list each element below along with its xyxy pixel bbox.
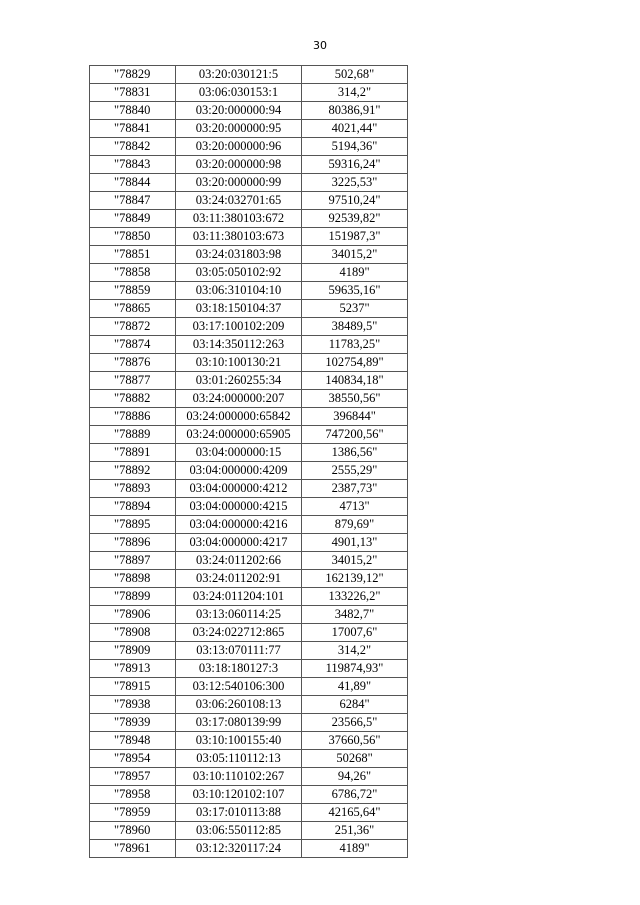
table-row: [90, 426, 408, 444]
record-id-cell: "78844: [90, 174, 176, 192]
table-row: [90, 444, 408, 462]
record-id-cell: "78874: [90, 336, 176, 354]
record-id-cell: "78906: [90, 606, 176, 624]
record-id-cell: "78908: [90, 624, 176, 642]
cadastral-number-cell: 03:20:000000:98: [176, 156, 302, 174]
record-id-cell: "78877: [90, 372, 176, 390]
table-row: [90, 678, 408, 696]
cadastral-number-cell: 03:04:000000:15: [176, 444, 302, 462]
table-row: [90, 498, 408, 516]
value-cell: 4901,13": [302, 534, 408, 552]
cadastral-number-cell: 03:24:022712:865: [176, 624, 302, 642]
cadastral-number-cell: 03:24:031803:98: [176, 246, 302, 264]
value-cell: 5237": [302, 300, 408, 318]
record-id-cell: "78915: [90, 678, 176, 696]
record-id-cell: "78897: [90, 552, 176, 570]
cadastral-number-cell: 03:04:000000:4209: [176, 462, 302, 480]
table-row: [90, 534, 408, 552]
table-row: [90, 624, 408, 642]
table-body: [90, 66, 408, 858]
record-id-cell: "78840: [90, 102, 176, 120]
value-cell: 92539,82": [302, 210, 408, 228]
value-cell: 4189": [302, 840, 408, 858]
cadastral-number-cell: 03:24:000000:65905: [176, 426, 302, 444]
record-id-cell: "78865: [90, 300, 176, 318]
value-cell: 151987,3": [302, 228, 408, 246]
record-id-cell: "78896: [90, 534, 176, 552]
value-cell: 38489,5": [302, 318, 408, 336]
value-cell: 42165,64": [302, 804, 408, 822]
data-table: [89, 65, 408, 858]
table-row: [90, 192, 408, 210]
record-id-cell: "78893: [90, 480, 176, 498]
record-id-cell: "78939: [90, 714, 176, 732]
table-row: [90, 300, 408, 318]
table-row: [90, 318, 408, 336]
record-id-cell: "78909: [90, 642, 176, 660]
record-id-cell: "78961: [90, 840, 176, 858]
table-row: [90, 840, 408, 858]
table-row: [90, 750, 408, 768]
record-id-cell: "78957: [90, 768, 176, 786]
cadastral-number-cell: 03:24:000000:207: [176, 390, 302, 408]
value-cell: 747200,56": [302, 426, 408, 444]
cadastral-number-cell: 03:14:350112:263: [176, 336, 302, 354]
page-number: 30: [313, 39, 327, 52]
value-cell: 38550,56": [302, 390, 408, 408]
cadastral-number-cell: 03:24:000000:65842: [176, 408, 302, 426]
value-cell: 97510,24": [302, 192, 408, 210]
value-cell: 34015,2": [302, 246, 408, 264]
cadastral-number-cell: 03:17:080139:99: [176, 714, 302, 732]
value-cell: 37660,56": [302, 732, 408, 750]
table-row: [90, 246, 408, 264]
table-row: [90, 804, 408, 822]
table-row: [90, 390, 408, 408]
value-cell: 4189": [302, 264, 408, 282]
record-id-cell: "78895: [90, 516, 176, 534]
value-cell: 2555,29": [302, 462, 408, 480]
cadastral-number-cell: 03:17:010113:88: [176, 804, 302, 822]
table-row: [90, 120, 408, 138]
value-cell: 50268": [302, 750, 408, 768]
record-id-cell: "78892: [90, 462, 176, 480]
table-row: [90, 408, 408, 426]
cadastral-number-cell: 03:10:100130:21: [176, 354, 302, 372]
record-id-cell: "78858: [90, 264, 176, 282]
table-row: [90, 588, 408, 606]
record-id-cell: "78899: [90, 588, 176, 606]
record-id-cell: "78872: [90, 318, 176, 336]
cadastral-number-cell: 03:06:550112:85: [176, 822, 302, 840]
record-id-cell: "78913: [90, 660, 176, 678]
record-id-cell: "78959: [90, 804, 176, 822]
record-id-cell: "78894: [90, 498, 176, 516]
record-id-cell: "78898: [90, 570, 176, 588]
table-row: [90, 660, 408, 678]
record-id-cell: "78843: [90, 156, 176, 174]
cadastral-number-cell: 03:20:000000:99: [176, 174, 302, 192]
table-row: [90, 516, 408, 534]
table-row: [90, 174, 408, 192]
cadastral-number-cell: 03:10:110102:267: [176, 768, 302, 786]
table-row: [90, 138, 408, 156]
cadastral-number-cell: 03:10:120102:107: [176, 786, 302, 804]
cadastral-number-cell: 03:13:070111:77: [176, 642, 302, 660]
table-row: [90, 822, 408, 840]
table-row: [90, 570, 408, 588]
record-id-cell: "78859: [90, 282, 176, 300]
record-id-cell: "78938: [90, 696, 176, 714]
value-cell: 102754,89": [302, 354, 408, 372]
record-id-cell: "78889: [90, 426, 176, 444]
record-id-cell: "78849: [90, 210, 176, 228]
value-cell: 133226,2": [302, 588, 408, 606]
table-row: [90, 714, 408, 732]
cadastral-number-cell: 03:05:110112:13: [176, 750, 302, 768]
value-cell: 251,36": [302, 822, 408, 840]
value-cell: 59635,16": [302, 282, 408, 300]
value-cell: 314,2": [302, 84, 408, 102]
cadastral-number-cell: 03:17:100102:209: [176, 318, 302, 336]
value-cell: 4713": [302, 498, 408, 516]
cadastral-number-cell: 03:04:000000:4215: [176, 498, 302, 516]
table-row: [90, 642, 408, 660]
cadastral-number-cell: 03:05:050102:92: [176, 264, 302, 282]
record-id-cell: "78850: [90, 228, 176, 246]
value-cell: 6786,72": [302, 786, 408, 804]
table-row: [90, 84, 408, 102]
cadastral-number-cell: 03:12:320117:24: [176, 840, 302, 858]
table-row: [90, 210, 408, 228]
table-row: [90, 66, 408, 84]
cadastral-number-cell: 03:11:380103:672: [176, 210, 302, 228]
cadastral-number-cell: 03:06:310104:10: [176, 282, 302, 300]
record-id-cell: "78882: [90, 390, 176, 408]
value-cell: 119874,93": [302, 660, 408, 678]
table-row: [90, 372, 408, 390]
record-id-cell: "78886: [90, 408, 176, 426]
value-cell: 59316,24": [302, 156, 408, 174]
cadastral-number-cell: 03:24:011202:91: [176, 570, 302, 588]
table-row: [90, 264, 408, 282]
table-row: [90, 282, 408, 300]
table-row: [90, 480, 408, 498]
value-cell: 314,2": [302, 642, 408, 660]
cadastral-number-cell: 03:20:000000:95: [176, 120, 302, 138]
value-cell: 17007,6": [302, 624, 408, 642]
value-cell: 3482,7": [302, 606, 408, 624]
cadastral-number-cell: 03:20:000000:96: [176, 138, 302, 156]
table-row: [90, 786, 408, 804]
value-cell: 140834,18": [302, 372, 408, 390]
value-cell: 1386,56": [302, 444, 408, 462]
cadastral-number-cell: 03:13:060114:25: [176, 606, 302, 624]
cadastral-number-cell: 03:11:380103:673: [176, 228, 302, 246]
value-cell: 2387,73": [302, 480, 408, 498]
cadastral-number-cell: 03:18:150104:37: [176, 300, 302, 318]
cadastral-number-cell: 03:20:000000:94: [176, 102, 302, 120]
record-id-cell: "78851: [90, 246, 176, 264]
table-row: [90, 228, 408, 246]
value-cell: 6284": [302, 696, 408, 714]
value-cell: 23566,5": [302, 714, 408, 732]
record-id-cell: "78847: [90, 192, 176, 210]
cadastral-number-cell: 03:24:032701:65: [176, 192, 302, 210]
value-cell: 11783,25": [302, 336, 408, 354]
table-row: [90, 732, 408, 750]
record-id-cell: "78842: [90, 138, 176, 156]
cadastral-number-cell: 03:20:030121:5: [176, 66, 302, 84]
value-cell: 41,89": [302, 678, 408, 696]
record-id-cell: "78876: [90, 354, 176, 372]
record-id-cell: "78958: [90, 786, 176, 804]
cadastral-number-cell: 03:24:011202:66: [176, 552, 302, 570]
cadastral-number-cell: 03:18:180127:3: [176, 660, 302, 678]
table-row: [90, 552, 408, 570]
cadastral-number-cell: 03:01:260255:34: [176, 372, 302, 390]
value-cell: 34015,2": [302, 552, 408, 570]
value-cell: 80386,91": [302, 102, 408, 120]
table-row: [90, 354, 408, 372]
table-row: [90, 336, 408, 354]
cadastral-number-cell: 03:12:540106:300: [176, 678, 302, 696]
value-cell: 502,68": [302, 66, 408, 84]
cadastral-number-cell: 03:04:000000:4216: [176, 516, 302, 534]
table-row: [90, 606, 408, 624]
record-id-cell: "78948: [90, 732, 176, 750]
record-id-cell: "78829: [90, 66, 176, 84]
table-row: [90, 768, 408, 786]
table-row: [90, 102, 408, 120]
record-id-cell: "78954: [90, 750, 176, 768]
value-cell: 162139,12": [302, 570, 408, 588]
cadastral-number-cell: 03:06:030153:1: [176, 84, 302, 102]
value-cell: 94,26": [302, 768, 408, 786]
cadastral-number-cell: 03:24:011204:101: [176, 588, 302, 606]
record-id-cell: "78960: [90, 822, 176, 840]
table-row: [90, 156, 408, 174]
cadastral-number-cell: 03:04:000000:4212: [176, 480, 302, 498]
record-id-cell: "78831: [90, 84, 176, 102]
record-id-cell: "78841: [90, 120, 176, 138]
value-cell: 4021,44": [302, 120, 408, 138]
value-cell: 3225,53": [302, 174, 408, 192]
value-cell: 879,69": [302, 516, 408, 534]
value-cell: 396844": [302, 408, 408, 426]
cadastral-number-cell: 03:04:000000:4217: [176, 534, 302, 552]
table-row: [90, 696, 408, 714]
record-id-cell: "78891: [90, 444, 176, 462]
cadastral-number-cell: 03:06:260108:13: [176, 696, 302, 714]
table-row: [90, 462, 408, 480]
cadastral-number-cell: 03:10:100155:40: [176, 732, 302, 750]
value-cell: 5194,36": [302, 138, 408, 156]
